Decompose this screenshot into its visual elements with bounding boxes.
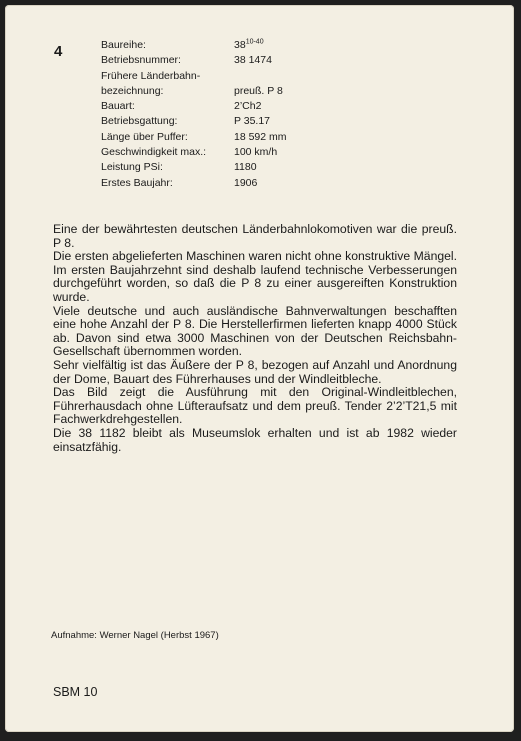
spec-value: preuß. P 8 — [234, 84, 283, 97]
spec-value — [230, 70, 421, 85]
spec-row — [101, 177, 421, 192]
spec-label: bezeichnung: — [101, 84, 164, 97]
description-paragraph: Die ersten abgelieferten Maschinen waren nicht ohne konstruktive Mängel. Im ersten Baujahrzehnt sind deshalb laufend technische Verbesserungen durchgeführt worden, so daß die P 8 zu einer ausgereiften Konstruktion wurde. — [53, 249, 457, 304]
spec-label: Betriebsgattung: — [101, 115, 178, 128]
spec-row — [101, 54, 421, 69]
photo-credit: Aufnahme: Werner Nagel (Herbst 1967) — [51, 630, 219, 641]
spec-value-superscript: 10-40 — [245, 38, 264, 46]
spec-label: Geschwindigkeit max.: — [101, 146, 207, 159]
spec-row — [101, 131, 421, 146]
description-paragraph: Sehr vielfältig ist das Äußere der P 8, bezogen auf Anzahl und Anordnung der Dome, Bauart des Führerhauses und der Windleitbleche. — [53, 357, 457, 386]
spec-row — [101, 100, 421, 115]
spec-value: P 35.17 — [234, 115, 271, 128]
description-paragraph: Die 38 1182 bleibt als Museumslok erhalten und ist ab 1982 wieder einsatzfähig. — [53, 425, 457, 454]
spec-row — [101, 85, 421, 100]
spec-value: 100 km/h — [234, 146, 278, 159]
postcard-back — [5, 5, 514, 732]
spec-row — [101, 39, 421, 54]
spec-table — [101, 39, 421, 192]
spec-label: Frühere Länderbahn- — [101, 69, 201, 82]
spec-label: Länge über Puffer: — [101, 130, 188, 143]
description-paragraph: Eine der bewährtesten deutschen Länderbahnlokomotiven war die preuß. P 8. — [53, 222, 457, 250]
spec-label: Erstes Baujahr: — [101, 176, 173, 189]
description-paragraph: Viele deutsche und auch ausländische Bahnverwaltungen beschafften eine hohe Anzahl der P 8. Die Herstellerfirmen lieferten knapp 4000 Stück ab. Davon sind etwa 3000 Maschinen von der Deutschen Reichsbahn-Gesellschaft übernommen worden. — [53, 303, 457, 359]
spec-value-main: 38 — [234, 39, 246, 51]
spec-label: Betriebsnummer: — [101, 54, 181, 67]
spec-value: 1906 — [234, 176, 258, 189]
spec-row — [101, 146, 421, 161]
card-number: 4 — [54, 43, 63, 60]
series-code: SBM 10 — [53, 685, 98, 699]
description-text — [53, 223, 457, 454]
spec-label: Baureihe: — [101, 39, 146, 51]
spec-value — [230, 39, 421, 54]
spec-row — [101, 161, 421, 176]
spec-row — [101, 115, 421, 130]
spec-value: 18 592 mm — [234, 130, 287, 143]
spec-label: Leistung PSi: — [101, 161, 163, 174]
spec-value: 38 1474 — [234, 54, 272, 67]
spec-value: 2’Ch2 — [234, 100, 262, 113]
spec-row — [101, 70, 421, 85]
spec-label: Bauart: — [101, 100, 135, 113]
spec-value: 1180 — [234, 161, 257, 174]
description-paragraph: Das Bild zeigt die Ausführung mit den Original-Windleitblechen, Führerhausdach ohne Lüfteraufsatz und dem preuß. Tender 2’2’T21,5 mit Fachwerkdrehgestellen. — [53, 385, 457, 427]
